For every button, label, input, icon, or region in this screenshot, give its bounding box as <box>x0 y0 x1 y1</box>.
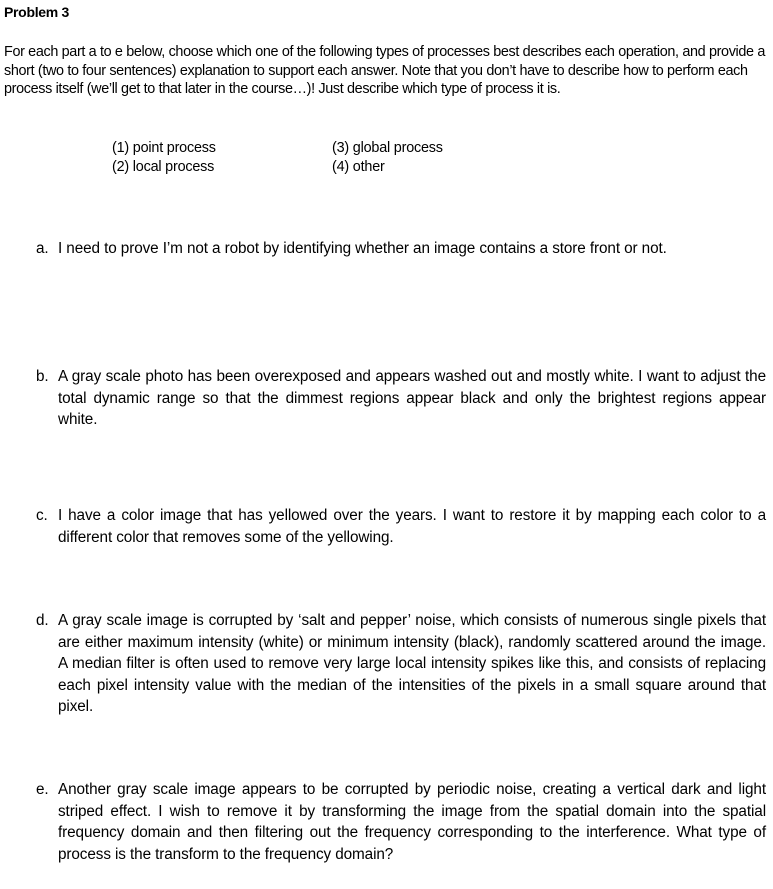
option-local-process: (2) local process <box>112 159 215 175</box>
question-a <box>36 238 766 260</box>
problem-title: Problem 3 <box>4 4 69 20</box>
question-b <box>36 366 766 431</box>
question-d <box>36 610 766 718</box>
question-letter: a. <box>36 240 49 257</box>
question-text: I need to prove I’m not a robot by identifying whether an image contains a store front or not. <box>58 240 667 257</box>
question-letter: b. <box>36 368 49 385</box>
option-other: (4) other <box>332 159 385 175</box>
question-text: A gray scale image is corrupted by ‘salt and pepper’ noise, which consists of numerous single pixels that are either maximum intensity (white) or minimum intensity (black), randomly scattered around the image. A median filter is often used to remove very large local intensity spikes like this, and consists of replacing each pixel intensity value with the median of the intensities of the pixels in a small square around that pixel. <box>58 612 766 715</box>
problem-intro: For each part a to e below, choose which one of the following types of processes best describes each operation, and provide a short (two to four sentences) explanation to support each answer. Note that you don’t have to describe how to perform each process itself (we’ll get to that later in the course…)! Just describe which type of process it is. <box>4 44 766 97</box>
option-global-process: (3) global process <box>332 140 443 156</box>
question-text: Another gray scale image appears to be corrupted by periodic noise, creating a vertical dark and light striped effect. I wish to remove it by transforming the image from the spatial domain into the spatial frequency domain and then filtering out the frequency corresponding to the interference. What type of process is the transform to the frequency domain? <box>58 781 766 863</box>
question-letter: d. <box>36 612 49 629</box>
question-text: I have a color image that has yellowed over the years. I want to restore it by mapping each color to a different color that removes some of the yellowing. <box>58 507 766 546</box>
option-point-process: (1) point process <box>112 140 216 156</box>
question-c <box>36 505 766 548</box>
question-letter: c. <box>36 507 48 524</box>
question-e <box>36 779 766 865</box>
question-letter: e. <box>36 781 49 798</box>
question-text: A gray scale photo has been overexposed and appears washed out and mostly white. I want to adjust the total dynamic range so that the dimmest regions appear black and only the brightest regions appear white. <box>58 368 766 428</box>
